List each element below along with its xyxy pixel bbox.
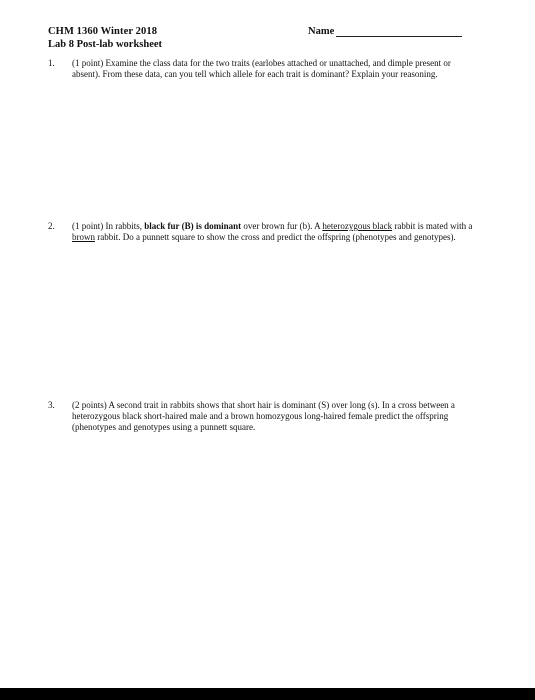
question-text-part: rabbit. Do a punnett square to show the cross and predict the offspring (phenotypes and genotypes). [95,232,456,242]
question-text [72,221,478,243]
worksheet-title: Lab 8 Post-lab worksheet [48,39,163,50]
question-text-part: (1 point) In rabbits, [72,221,145,231]
bottom-edge-bar [0,688,535,700]
underlined-phrase: heterozygous black [322,221,393,231]
underlined-phrase: brown [72,232,95,242]
question-number: 2. [48,221,55,231]
question-2 [48,221,478,243]
question-text-part: rabbit is mated with a [392,221,473,231]
question-number: 3. [48,400,55,410]
name-field [308,25,462,37]
question-number: 1. [48,58,55,68]
question-text-part: over brown fur (b). A [241,221,323,231]
name-blank-line [336,25,462,37]
bold-phrase: black fur (B) is dominant [144,221,242,231]
question-text: (1 point) Examine the class data for the two traits (earlobes attached or unattached, and dimple present or absent). From these data, can you tell which allele for each trait is dominant? Explain your reasoning. [72,58,451,79]
question-3 [48,400,478,433]
course-title: CHM 1360 Winter 2018 [48,26,158,37]
question-1 [48,58,478,80]
question-text: (2 points) A second trait in rabbits shows that short hair is dominant (S) over long (s). In a cross between a heterozygous black short-haired male and a brown homozygous long-haired female predict the offspring (phenotypes and genotypes using a punnett square. [72,400,455,432]
name-label: Name [308,26,335,37]
